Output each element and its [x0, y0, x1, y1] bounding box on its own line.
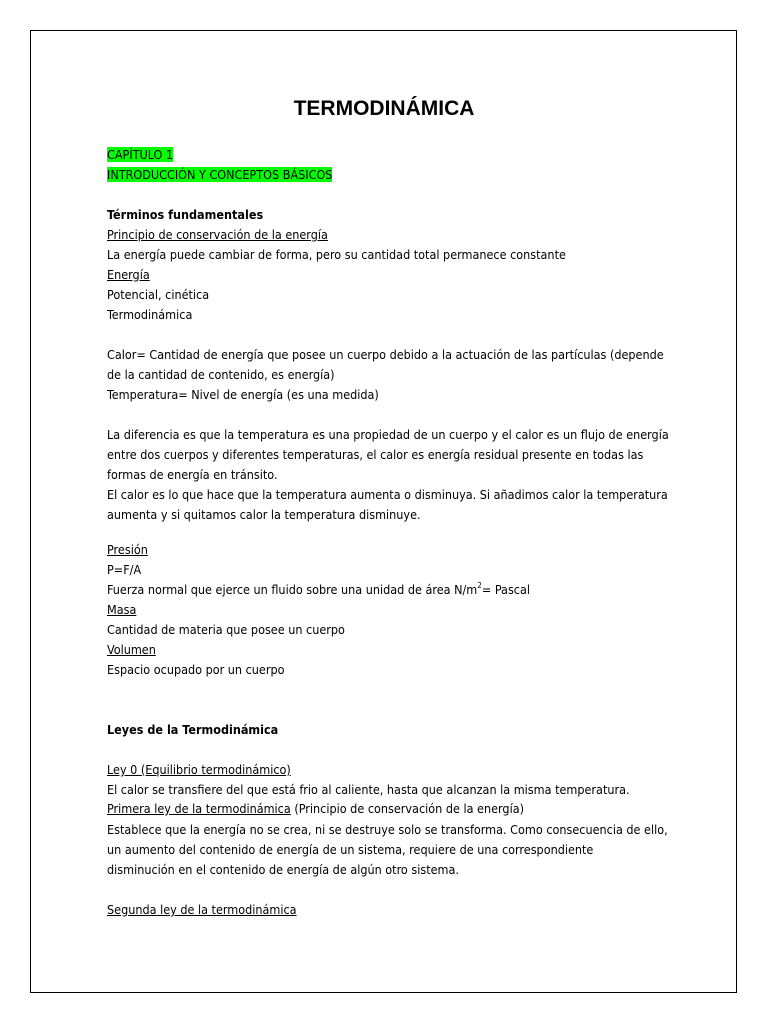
chapter-label: CAPÍTULO 1	[107, 147, 174, 162]
chapter-label-line	[107, 148, 173, 162]
law1-text-line3: disminución en el contenido de energía de algún otro sistema.	[107, 862, 459, 877]
calor-definition-line1: Calor= Cantidad de energía que posee un cuerpo debido a la actuación de las partículas (depende	[107, 347, 664, 362]
law1-heading-line	[107, 802, 524, 816]
volumen-heading: Volumen	[107, 642, 156, 657]
difference-line5: aumenta y si quitamos calor la temperatura disminuye.	[107, 507, 421, 522]
conservation-heading: Principio de conservación de la energía	[107, 227, 328, 242]
laws-heading: Leyes de la Termodinámica	[107, 722, 279, 737]
presion-desc-exponent: 2	[477, 581, 482, 590]
chapter-title: INTRODUCCIÓN Y CONCEPTOS BÁSICOS	[107, 167, 333, 182]
law2-heading: Segunda ley de la termodinámica	[107, 902, 297, 917]
temperatura-definition: Temperatura= Nivel de energía (es una medida)	[107, 387, 379, 402]
conservation-text: La energía puede cambiar de forma, pero su cantidad total permanece constante	[107, 247, 566, 262]
presion-desc-text: Fuerza normal que ejerce un fluido sobre una unidad de área N/m	[107, 582, 478, 597]
calor-definition-line2: de la cantidad de contenido, es energía)	[107, 367, 335, 382]
document-title: TERMODINÁMICA	[293, 97, 475, 120]
law1-heading: Primera ley de la termodinámica	[107, 801, 291, 816]
difference-line2: entre dos cuerpos y diferentes temperaturas, el calor es energía residual presente en todas las	[107, 447, 644, 462]
energy-types: Potencial, cinética	[107, 287, 210, 302]
difference-line3: formas de energía en tránsito.	[107, 467, 278, 482]
presion-desc-unit: = Pascal	[481, 582, 531, 597]
law1-text-line2: un aumento del contenido de energía de un sistema, requiere de una correspondiente	[107, 842, 594, 857]
difference-line4: El calor es lo que hace que la temperatura aumenta o disminuya. Si añadimos calor la temperatura	[107, 487, 668, 502]
law0-heading: Ley 0 (Equilibrio termodinámico)	[107, 762, 291, 777]
masa-heading: Masa	[107, 602, 137, 617]
law1-subtitle: (Principio de conservación de la energía)	[290, 801, 524, 816]
volumen-description: Espacio ocupado por un cuerpo	[107, 662, 285, 677]
difference-line1: La diferencia es que la temperatura es una propiedad de un cuerpo y el calor es un flujo de energía	[107, 427, 669, 442]
law1-text-line1: Establece que la energía no se crea, ni se destruye solo se transforma. Como consecuencia de ello,	[107, 822, 668, 837]
masa-description: Cantidad de materia que posee un cuerpo	[107, 622, 345, 637]
energy-heading: Energía	[107, 267, 150, 282]
section-heading-terms: Términos fundamentales	[107, 207, 264, 222]
law0-text: El calor se transfiere del que está frio al caliente, hasta que alcanzan la misma temperatura.	[107, 782, 630, 797]
thermo-word: Termodinámica	[107, 307, 193, 322]
presion-heading: Presión	[107, 542, 148, 557]
presion-formula: P=F/A	[107, 562, 142, 577]
presion-description	[107, 583, 530, 597]
chapter-title-line	[107, 168, 332, 182]
